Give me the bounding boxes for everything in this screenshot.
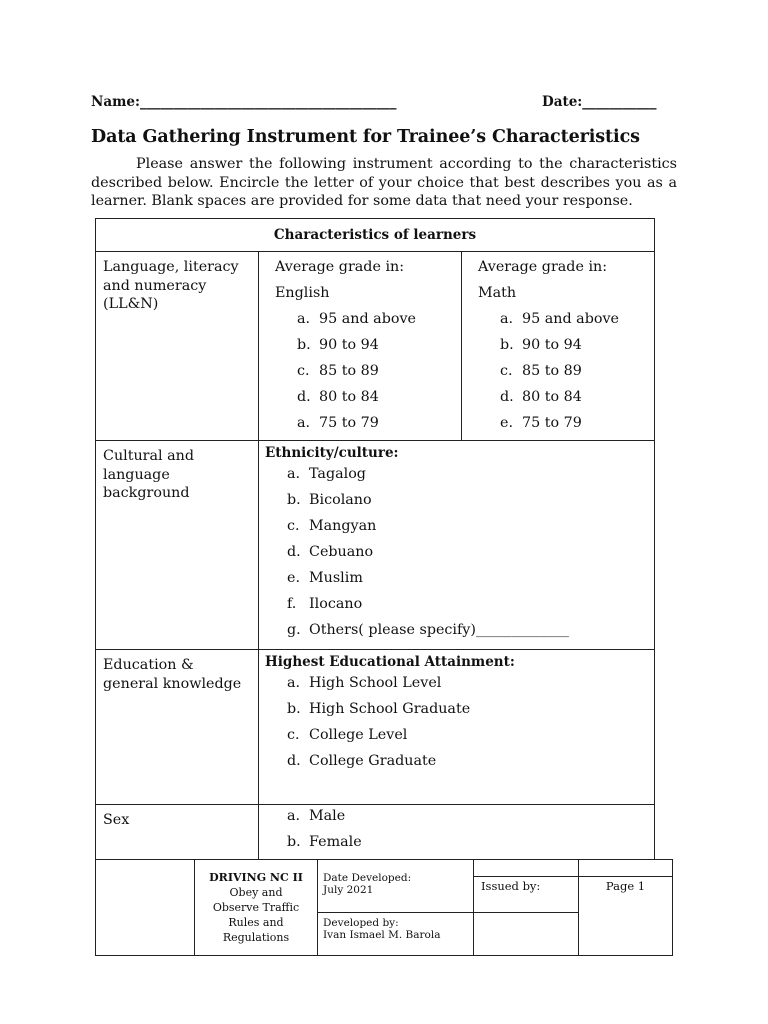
course-line: Observe Traffic: [212, 901, 300, 914]
education-cell: [259, 650, 655, 805]
date-developed-cell: [318, 860, 474, 913]
option-letter: d.: [287, 753, 301, 769]
option-text: Others( please specify)_____________: [309, 622, 569, 638]
category-education: Education & general knowledge: [96, 650, 259, 805]
developed-by-label: Developed by:: [323, 917, 399, 929]
option-letter: d.: [287, 544, 301, 560]
list-item[interactable]: [287, 465, 654, 491]
option-letter: c.: [287, 518, 300, 534]
option-text: Muslim: [309, 570, 363, 586]
option-letter: a.: [287, 808, 301, 824]
list-item[interactable]: [297, 362, 461, 388]
issued-by-cell: [474, 877, 579, 913]
instructions-text: Please answer the following instrument according to the characteristics described below. Encircle the letter of your choice that best describes you as a learner. Blank spaces are provided for some data that need your response.: [91, 156, 677, 209]
option-text: 80 to 84: [522, 389, 582, 405]
developed-by-cell: [318, 913, 474, 956]
math-grade-cell: [462, 252, 655, 441]
option-text: 85 to 89: [522, 363, 582, 379]
option-text: 90 to 94: [319, 337, 379, 353]
option-text: 75 to 79: [522, 415, 582, 431]
english-options: [275, 310, 461, 440]
instructions: [91, 155, 677, 211]
option-text: Bicolano: [309, 492, 372, 508]
course-line: Obey and: [229, 886, 283, 899]
option-text: Cebuano: [309, 544, 374, 560]
page-title: Data Gathering Instrument for Trainee’s Characteristics: [91, 127, 640, 147]
option-letter: f.: [287, 596, 297, 612]
list-item[interactable]: [500, 336, 654, 362]
option-letter: c.: [297, 363, 310, 379]
option-text: Mangyan: [309, 518, 377, 534]
list-item[interactable]: [287, 726, 654, 752]
list-item[interactable]: [287, 621, 654, 647]
list-item[interactable]: [287, 807, 654, 833]
sex-options: [265, 807, 654, 859]
list-item[interactable]: [287, 569, 654, 595]
list-item[interactable]: [287, 543, 654, 569]
education-label: Highest Educational Attainment:: [265, 654, 515, 670]
english-subject: English: [275, 285, 330, 301]
page-number-cell: [579, 877, 673, 956]
list-item[interactable]: [287, 752, 654, 778]
document-footer: [95, 859, 673, 956]
footer-logo-cell: [96, 860, 195, 956]
course-line: Rules and: [228, 916, 284, 929]
issued-by-label: Issued by:: [481, 879, 541, 893]
footer-blank-top: [474, 860, 579, 877]
course-line: Regulations: [222, 931, 290, 944]
math-subject: Math: [478, 285, 517, 301]
list-item[interactable]: [287, 833, 654, 859]
math-options: [478, 310, 654, 440]
option-letter: a.: [297, 415, 311, 431]
list-item[interactable]: [500, 414, 654, 440]
option-letter: b.: [287, 834, 301, 850]
option-letter: d.: [297, 389, 311, 405]
list-item[interactable]: [287, 491, 654, 517]
developed-by-value: Ivan Ismael M. Barola: [323, 929, 441, 941]
option-letter: b.: [297, 337, 311, 353]
list-item[interactable]: [287, 517, 654, 543]
list-item[interactable]: [287, 595, 654, 621]
option-text: College Level: [309, 727, 408, 743]
characteristics-table: [95, 218, 655, 860]
option-text: Male: [309, 808, 346, 824]
list-item[interactable]: [500, 310, 654, 336]
option-letter: b.: [287, 701, 301, 717]
course-title: DRIVING NC II: [209, 871, 303, 884]
education-options: [265, 674, 654, 778]
option-letter: d.: [500, 389, 514, 405]
footer-blank-right-top: [579, 860, 673, 877]
ethnicity-label: Ethnicity/culture:: [265, 445, 399, 461]
english-grade-cell: [259, 252, 462, 441]
option-text: College Graduate: [309, 753, 437, 769]
option-text: 90 to 94: [522, 337, 582, 353]
category-sex: Sex: [96, 805, 259, 860]
list-item[interactable]: [297, 388, 461, 414]
ethnicity-cell: [259, 441, 655, 650]
page-number: Page 1: [605, 879, 646, 893]
list-item[interactable]: [287, 700, 654, 726]
option-text: 80 to 84: [319, 389, 379, 405]
category-culture: Cultural and language background: [96, 441, 259, 650]
name-field-label: Name:______________________________________: [91, 94, 397, 110]
category-lln: Language, literacy and numeracy (LL&N): [96, 252, 259, 441]
option-text: High School Level: [309, 675, 442, 691]
option-letter: e.: [500, 415, 514, 431]
option-letter: c.: [500, 363, 513, 379]
list-item[interactable]: [297, 310, 461, 336]
issued-by-signature-cell: [474, 913, 579, 956]
list-item[interactable]: [297, 414, 461, 440]
ethnicity-options: [265, 465, 654, 647]
option-letter: e.: [287, 570, 301, 586]
list-item[interactable]: [500, 388, 654, 414]
option-text: Ilocano: [309, 596, 363, 612]
list-item[interactable]: [297, 336, 461, 362]
date-field-label: Date:___________: [542, 94, 657, 110]
option-letter: a.: [287, 675, 301, 691]
sex-cell: [259, 805, 655, 860]
option-letter: b.: [500, 337, 514, 353]
option-text: 75 to 79: [319, 415, 379, 431]
option-text: 95 and above: [522, 311, 619, 327]
option-text: 85 to 89: [319, 363, 379, 379]
option-letter: a.: [287, 466, 301, 482]
list-item[interactable]: [500, 362, 654, 388]
option-text: 95 and above: [319, 311, 416, 327]
list-item[interactable]: [287, 674, 654, 700]
option-letter: b.: [287, 492, 301, 508]
footer-course-cell: [195, 860, 318, 956]
date-developed-value: July 2021: [323, 884, 374, 896]
option-text: Female: [309, 834, 362, 850]
english-grade-label: Average grade in:: [275, 259, 405, 275]
option-text: Tagalog: [309, 466, 366, 482]
option-letter: a.: [500, 311, 514, 327]
option-letter: a.: [297, 311, 311, 327]
option-text: High School Graduate: [309, 701, 471, 717]
date-developed-label: Date Developed:: [323, 872, 412, 884]
math-grade-label: Average grade in:: [478, 259, 608, 275]
option-letter: g.: [287, 622, 301, 638]
option-letter: c.: [287, 727, 300, 743]
table-heading: Characteristics of learners: [96, 219, 655, 252]
